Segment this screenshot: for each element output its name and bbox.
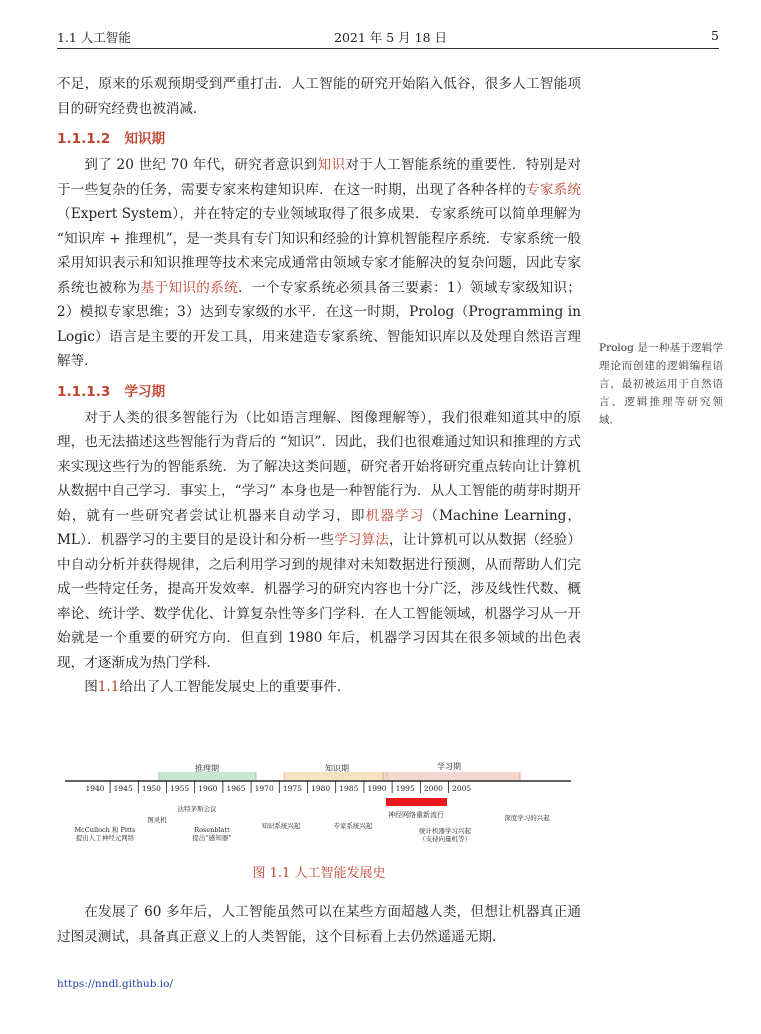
- event-mcculloch-line1: McCulloch 和 Pitts: [74, 826, 136, 834]
- link-expert-system[interactable]: 专家系统: [526, 181, 582, 198]
- link-machine-learning[interactable]: 机器学习: [365, 507, 425, 524]
- closing-paragraph: 在发展了 60 多年后，人工智能虽然可以在某些方面超越人类，但想让机器真正通过图灵测试，具备真正意义上的人类智能，这个目标看上去仍然遥遥无期．: [57, 904, 581, 945]
- event-rosenblatt-line1: Rosenblatt: [194, 826, 230, 834]
- link-knowledge[interactable]: 知识: [317, 157, 346, 173]
- period-label-reasoning: 推理期: [195, 764, 219, 773]
- subsection-title: 知识期: [124, 131, 166, 147]
- margin-note-prolog: Prolog 是一种基于逻辑学理论而创建的逻辑编程语言，最初被运用于自然语言、逻辑推理等研究领域．: [599, 342, 723, 426]
- text-run: 给出了人工智能发展史上的重要事件．: [119, 679, 351, 695]
- event-nn-revival: 神经网络重新流行: [388, 811, 444, 819]
- year-label: 1970: [254, 784, 274, 793]
- link-learning-algorithm[interactable]: 学习算法: [334, 532, 389, 548]
- knowledge-paragraph: [57, 153, 581, 374]
- event-knowledge-systems: 知识系统兴起: [261, 822, 301, 830]
- running-date: 2021 年 5 月 18 日: [334, 30, 448, 45]
- year-label: 1955: [170, 784, 190, 793]
- nn-revival-bar: [386, 798, 447, 806]
- year-ticks: [85, 781, 471, 793]
- year-label: 1960: [198, 784, 218, 793]
- page-header: [57, 28, 719, 48]
- event-turing-machine: 图灵机: [147, 816, 167, 824]
- figure-caption: 图 1.1 人工智能发展史: [252, 866, 386, 881]
- year-label: 1945: [113, 784, 133, 793]
- text-run: 对于人类的很多智能行为（比如语言理解、图像理解等），我们很难知道其中的原理，也无法描述这些智能行为背后的 “知识”．因此，我们也很难通过知识和推理的方式来实现这些行为的智能系统．为了解决这类问题，研究者开始将研究重点转向让计算机从数据中自己学习．事实上，“学习” 本身也是一种智能行为．从人工智能的萌芽时期开始，就有一些研究者尝试让机器来自动学习，即: [57, 409, 581, 524]
- year-label: 2005: [452, 784, 472, 793]
- text-run: 到了 20 世纪 70 年代，研究者意识到: [84, 157, 318, 173]
- knowledge-period-band: [284, 772, 387, 780]
- event-stat-ml-line2: （支持向量机等）: [419, 835, 471, 843]
- event-expert-systems: 专家系统兴起: [333, 822, 373, 830]
- event-mcculloch-line2: 提出人工神经元网络: [75, 834, 135, 842]
- text-run: （Machine Learning，ML）．机器学习的主要目的是设计和分析一些: [57, 507, 582, 548]
- subsection-heading-learning: [57, 380, 581, 404]
- reasoning-period-band: [159, 772, 256, 780]
- year-label: 1990: [367, 784, 387, 793]
- subsection-number: 1.1.1.2: [57, 131, 111, 147]
- link-knowledge-based-system[interactable]: 基于知识的系统: [140, 279, 239, 296]
- running-section-title: 1.1 人工智能: [57, 30, 131, 45]
- footer-url-link[interactable]: https://nndl.github.io/: [57, 978, 173, 990]
- year-label: 1940: [85, 784, 105, 793]
- timeline-svg: [57, 760, 581, 860]
- ai-history-timeline-figure: [57, 760, 581, 860]
- text-run: （Expert System），并在特定的专业领域取得了很多成果．专家系统可以简单理解为 “知识库 + 推理机”，是一类具有专门知识和经验的计算机智能程序系统．专家系统一般采用知识表示和知识推理等技术来完成通常由领域专家才能解决的复杂问题，因此专家系统也被称为: [57, 206, 581, 296]
- year-label: 2000: [423, 784, 443, 793]
- learning-period-band: [383, 772, 520, 780]
- event-stat-ml-line1: 统计机器学习兴起: [419, 827, 471, 835]
- event-dartmouth: 达特茅斯会议: [177, 805, 217, 813]
- year-label: 1985: [339, 784, 359, 793]
- text-run: 图: [84, 679, 98, 695]
- period-label-learning: 学习期: [437, 762, 461, 771]
- year-label: 1980: [311, 784, 331, 793]
- figure-reference-paragraph: [57, 675, 581, 700]
- text-run: ．一个专家系统必须具备三要素：1）领域专家级知识；2）模拟专家思维；3）达到专家级的水平．在这一时期，Prolog（Programming in Logic）语言是主要的开发工具，用来建造专家系统、智能知识库以及处理自然语言理解等．: [57, 279, 582, 369]
- year-label: 1965: [226, 784, 246, 793]
- main-text: [57, 72, 581, 700]
- closing-text: [57, 900, 581, 949]
- header-rule: [57, 48, 719, 49]
- subsection-title: 学习期: [124, 383, 166, 400]
- period-label-knowledge: 知识期: [325, 764, 349, 773]
- learning-paragraph: [57, 406, 581, 676]
- year-label: 1950: [141, 784, 161, 793]
- subsection-heading-knowledge: [57, 127, 581, 151]
- year-label: 1995: [395, 784, 415, 793]
- subsection-number: 1.1.1.3: [57, 383, 111, 400]
- link-figure-1-1[interactable]: 1.1: [97, 679, 120, 695]
- event-rosenblatt-line2: 提出“感知器”: [192, 834, 232, 842]
- year-label: 1975: [282, 784, 302, 793]
- page-number: 5: [711, 28, 719, 43]
- event-deep-learning: 深度学习的兴起: [504, 814, 550, 822]
- intro-paragraph: 不足，原来的乐观预期受到严重打击．人工智能的研究开始陷入低谷，很多人工智能项目的研究经费也被消减．: [57, 76, 581, 117]
- text-run: 对于人工智能系统的重要性．特别是对于一些复杂的任务，需要专家来构建知识库．在这一时期，出现了各种各样的: [57, 157, 582, 198]
- text-run: ，让计算机可以从数据（经验）中自动分析并获得规律，之后利用学习到的规律对未知数据进行预测，从而帮助人们完成一些特定任务，提高开发效率．机器学习的研究内容也十分广泛，涉及线性代数、概率论、统计学、数学优化、计算复杂性等多门学科．在人工智能领域，机器学习从一开始就是一个重要的研究方向．但直到 1980 年后，机器学习因其在很多领域的出色表现，才逐渐成为热门学科．: [57, 532, 581, 671]
